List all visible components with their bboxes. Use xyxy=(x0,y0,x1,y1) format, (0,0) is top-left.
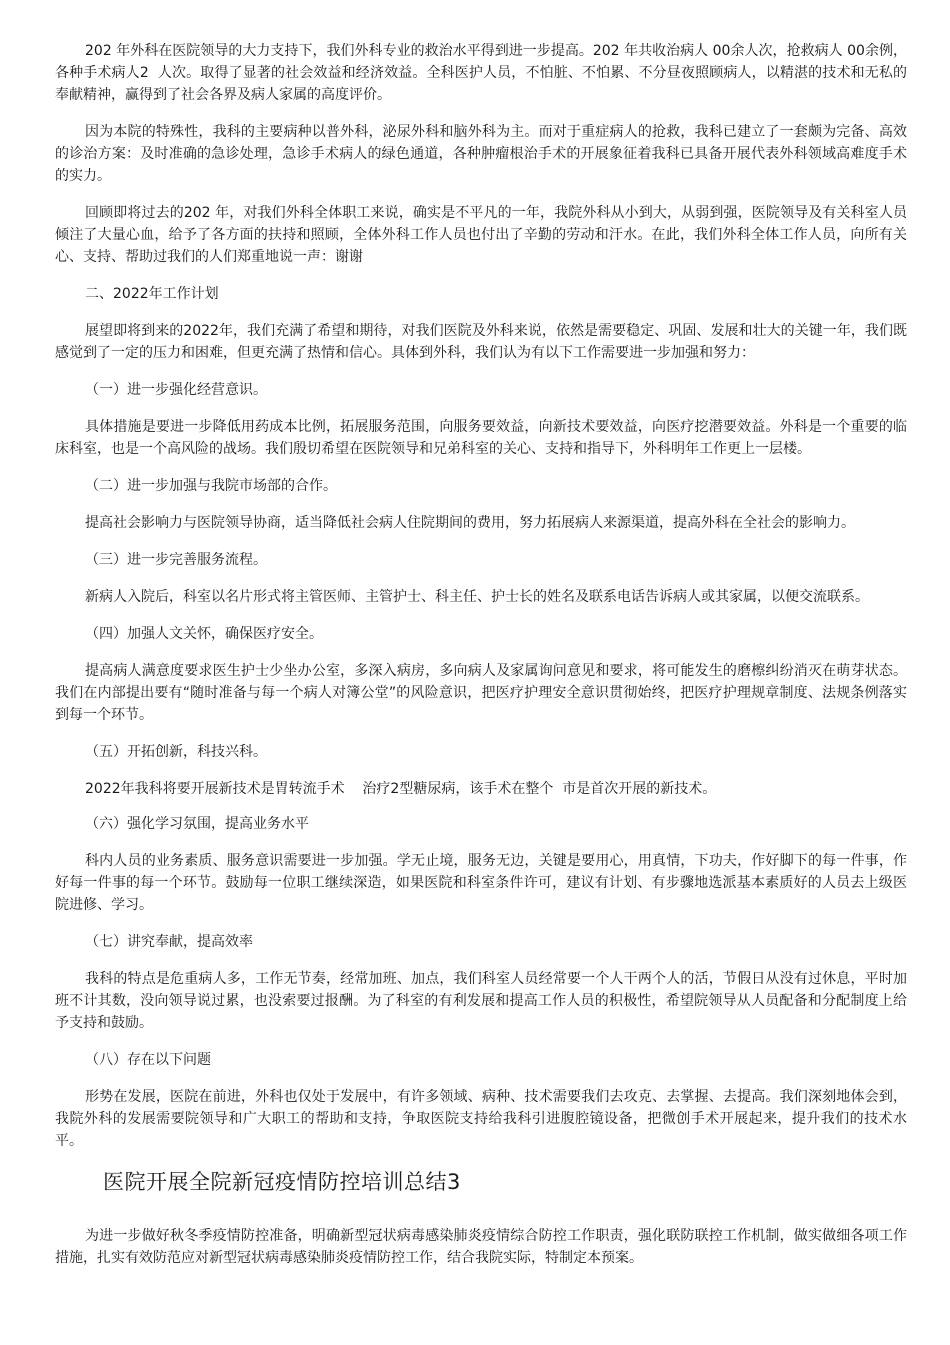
item-2-heading: （二）进一步加强与我院市场部的合作。 xyxy=(85,478,337,494)
paragraph-specialty: 因为本院的特殊性，我科的主要病种以普外科，泌尿外科和脑外科为主。而对于重症病人的抢救，我科已建立了一套颇为完备、高效的诊治方案：及时准确的急诊处理，急诊手术病人的绿色通道，各种肿瘤根治手术的开展象征着我科已具备开展代表外科领域高难度手术的实力。 xyxy=(55,124,907,184)
section-title: 医院开展全院新冠疫情防控培训总结3 xyxy=(103,1170,461,1194)
item-1-body: 具体措施是要进一步降低用药成本比例，拓展服务范围，向服务要效益，向新技术要效益，向医疗挖潜要效益。外科是一个重要的临床科室，也是一个高风险的战场。我们殷切希望在医院领导和兄弟科室的关心、支持和指导下，外科明年工作更上一层楼。 xyxy=(55,419,907,457)
item-5-heading: （五）开拓创新，科技兴科。 xyxy=(85,744,267,760)
paragraph-summary: 202 年外科在医院领导的大力支持下，我们外科专业的救治水平得到进一步提高。202 年共收治病人 00余人次，抢救病人 00余例，各种手术病人2 人次。取得了显著的社会效益和经济效益。全科医护人员，不怕脏、不怕累、不分昼夜照顾病人，以精湛的技术和无私的奉献精神，赢得到了社会各界及病人家属的高度评价。 xyxy=(55,43,907,103)
item-4-body: 提高病人满意度要求医生护士少坐办公室，多深入病房，多向病人及家属询问意见和要求，将可能发生的磨檫纠纷消灭在萌芽状态。我们在内部提出要有“随时准备与每一个病人对簿公堂”的风险意识，把医疗护理安全意识贯彻始终，把医疗护理规章制度、法规条例落实到每一个环节。 xyxy=(55,663,907,723)
item-6-heading: （六）强化学习氛围，提高业务水平 xyxy=(85,816,309,832)
item-3-heading: （三）进一步完善服务流程。 xyxy=(85,552,267,568)
item-1-heading: （一）进一步强化经营意识。 xyxy=(85,382,267,398)
plan-heading: 二、2022年工作计划 xyxy=(85,286,219,302)
plan-intro: 展望即将到来的2022年，我们充满了希望和期待，对我们医院及外科来说，依然是需要稳定、巩固、发展和壮大的关键一年，我们既感觉到了一定的压力和困难，但更充满了热情和信心。具体到外科，我们认为有以下工作需要进一步加强和努力： xyxy=(55,323,907,361)
item-2-body: 提高社会影响力与医院领导协商，适当降低社会病人住院期间的费用，努力拓展病人来源渠道，提高外科在全社会的影响力。 xyxy=(85,515,855,531)
item-6-body: 科内人员的业务素质、服务意识需要进一步加强。学无止境，服务无边，关键是要用心，用真情，下功夫，作好脚下的每一件事，作好每一件事的每一个环节。鼓励每一位职工继续深造，如果医院和科室条件许可，建议有计划、有步骤地选派基本素质好的人员去上级医院进修、学习。 xyxy=(55,853,907,913)
paragraph-review: 回顾即将过去的202 年，对我们外科全体职工来说，确实是不平凡的一年，我院外科从小到大，从弱到强，医院领导及有关科室人员倾注了大量心血，给予了各方面的扶持和照顾，全体外科工作人员也付出了辛勤的劳动和汗水。在此，我们外科全体工作人员，向所有关心、支持、帮助过我们的人们郑重地说一声：谢谢 xyxy=(55,205,907,265)
item-8-body: 形势在发展，医院在前进，外科也仅处于发展中，有许多领域、病种、技术需要我们去攻克、去掌握、去提高。我们深刻地体会到，我院外科的发展需要院领导和广大职工的帮助和支持，争取医院支持给我科引进腹腔镜设备，把微创手术开展起来，提升我们的技术水平。 xyxy=(55,1089,907,1149)
item-7-body: 我科的特点是危重病人多，工作无节奏，经常加班、加点，我们科室人员经常要一个人干两个人的活，节假日从没有过休息，平时加班不计其数，没向领导说过累，也没索要过报酬。为了科室的有利发展和提高工作人员的积极性，希望院领导从人员配备和分配制度上给予支持和鼓励。 xyxy=(55,971,907,1031)
item-4-heading: （四）加强人文关怀，确保医疗安全。 xyxy=(85,626,323,642)
item-7-heading: （七）讲究奉献，提高效率 xyxy=(85,934,253,950)
item-3-body: 新病人入院后，科室以名片形式将主管医师、主管护士、科主任、护士长的姓名及联系电话告诉病人或其家属，以便交流联系。 xyxy=(85,589,869,605)
item-5-body: 2022年我科将要开展新技术是胃转流手术 治疗2型糖尿病，该手术在整个 市是首次开展的新技术。 xyxy=(85,781,717,797)
item-8-heading: （八）存在以下问题 xyxy=(85,1052,211,1068)
closing-paragraph: 为进一步做好秋冬季疫情防控准备，明确新型冠状病毒感染肺炎疫情综合防控工作职责，强化联防联控工作机制，做实做细各项工作措施，扎实有效防范应对新型冠状病毒感染肺炎疫情防控工作，结合我院实际，特制定本预案。 xyxy=(55,1228,907,1266)
document-page xyxy=(55,40,907,1284)
